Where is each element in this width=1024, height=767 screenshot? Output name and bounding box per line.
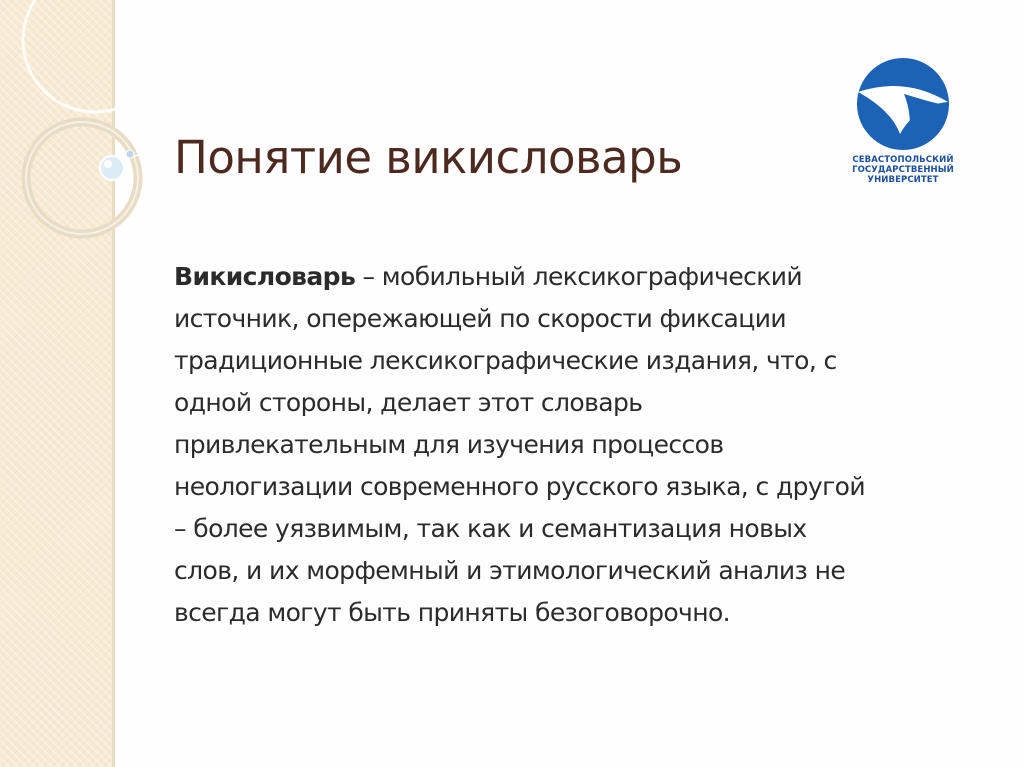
paragraph-line: всегда могут быть приняты безоговорочно. [174, 598, 731, 627]
slide-title: Понятие викисловарь [174, 131, 683, 184]
decorative-rings-icon [0, 0, 150, 260]
defined-term: Викисловарь [174, 262, 356, 291]
paragraph-line: неологизации современного русского языка, с другой [174, 472, 866, 501]
definition-paragraph [174, 256, 974, 634]
logo-caption-line: ГОСУДАРСТВЕННЫЙ [852, 165, 954, 175]
paragraph-line: источник, опережающей по скорости фиксации [174, 304, 786, 333]
paragraph-line: привлекательным для изучения процессов [174, 430, 724, 459]
paragraph-line: одной стороны, делает этот словарь [174, 388, 643, 417]
paragraph-line-text: – мобильный лексикографический [355, 262, 803, 291]
university-logo-icon [848, 58, 958, 154]
paragraph-line [174, 256, 974, 298]
logo-caption-line: СЕВАСТОПОЛЬСКИЙ [852, 155, 954, 165]
logo-caption [848, 155, 958, 185]
logo-caption-line: УНИВЕРСИТЕТ [867, 175, 939, 185]
paragraph-line: слов, и их морфемный и этимологический анализ не [174, 556, 846, 585]
paragraph-line: традиционные лексикографические издания, что, с [174, 346, 837, 375]
university-logo [848, 58, 958, 198]
paragraph-line: – более уязвимым, так как и семантизация новых [174, 514, 807, 543]
